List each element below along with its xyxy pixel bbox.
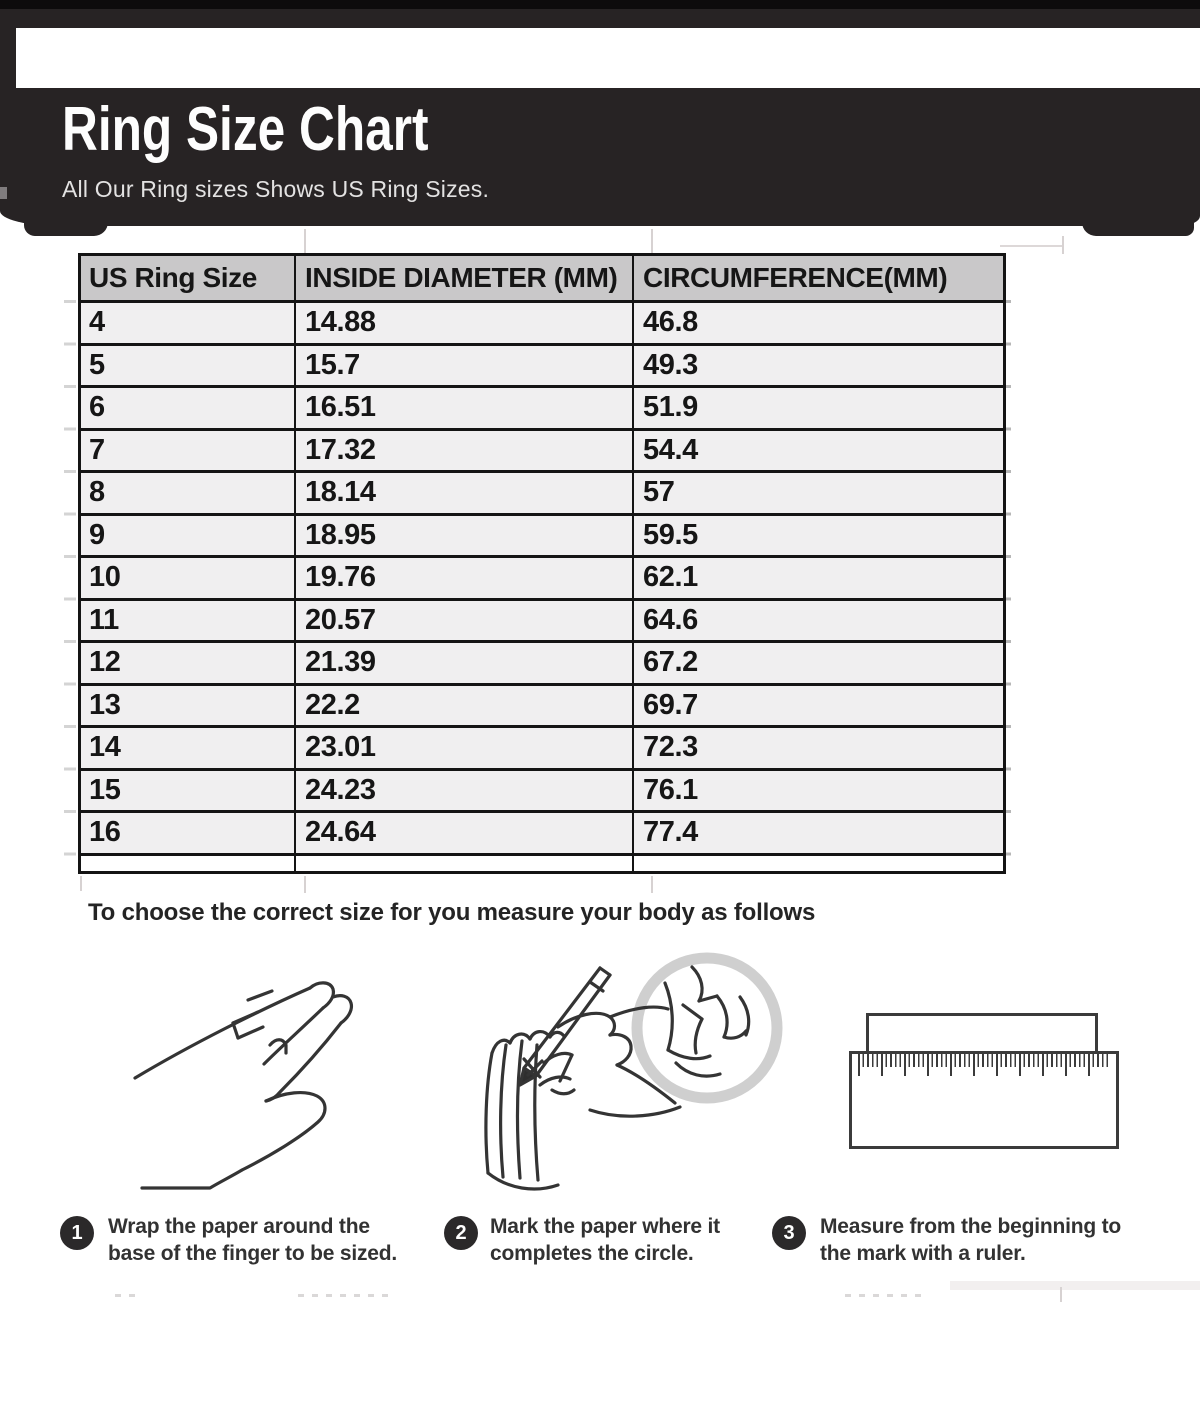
torn-edge-right	[1082, 222, 1194, 236]
cell-us-ring-size: 12	[81, 643, 296, 683]
empty-cell	[634, 856, 1003, 871]
cell-circumference: 67.2	[643, 646, 698, 679]
faint-dashes	[115, 1294, 141, 1297]
ruler-illustration	[849, 1051, 1119, 1149]
cell-us-ring-size: 5	[81, 346, 296, 386]
empty-cell	[81, 856, 296, 871]
cell-circumference: 72.3	[643, 731, 698, 764]
table-row	[81, 558, 1003, 601]
cell-circumference: 59.5	[643, 518, 698, 551]
cell-inside-diameter: 20.57	[296, 601, 634, 641]
faint-dashes	[845, 1294, 925, 1297]
step-1-badge: 1	[60, 1216, 94, 1250]
cell-circumference: 46.8	[643, 306, 698, 339]
column-header-us-ring-size: US Ring Size	[81, 256, 296, 300]
cell-circumference: 77.4	[643, 816, 698, 849]
table-row	[81, 346, 1003, 389]
hand-wrap-illustration	[95, 955, 425, 1200]
table-row	[81, 431, 1003, 474]
table-header-row	[81, 256, 1003, 303]
edge-notch	[0, 187, 7, 199]
page-title: Ring Size Chart	[62, 95, 429, 164]
cell-inside-diameter: 14.88	[296, 303, 634, 343]
table-empty-row	[81, 856, 1003, 874]
guide-line	[304, 876, 306, 893]
page-subtitle: All Our Ring sizes Shows US Ring Sizes.	[62, 176, 490, 202]
ruler-minor-ticks	[858, 1054, 1110, 1067]
table-row	[81, 728, 1003, 771]
row-tick-marks-left	[64, 300, 76, 874]
cell-us-ring-size: 13	[81, 686, 296, 726]
cell-circumference: 76.1	[643, 773, 698, 806]
table-row	[81, 388, 1003, 431]
cell-us-ring-size: 9	[81, 516, 296, 556]
cell-us-ring-size: 11	[81, 601, 296, 641]
cell-inside-diameter: 21.39	[296, 643, 634, 683]
cell-us-ring-size: 6	[81, 388, 296, 428]
table-row	[81, 473, 1003, 516]
header-white-band	[16, 28, 1200, 88]
cell-circumference: 49.3	[643, 348, 698, 381]
cell-us-ring-size: 8	[81, 473, 296, 513]
cell-inside-diameter: 17.32	[296, 431, 634, 471]
table-body	[81, 303, 1003, 856]
page-header	[0, 0, 1200, 226]
cell-us-ring-size: 10	[81, 558, 296, 598]
cell-circumference: 54.4	[643, 433, 698, 466]
step-1	[60, 1216, 420, 1267]
faint-dashes	[298, 1294, 393, 1297]
cell-inside-diameter: 22.2	[296, 686, 634, 726]
column-header-circumference: CIRCUMFERENCE(MM)	[643, 262, 948, 293]
empty-cell	[296, 856, 634, 871]
table-row	[81, 771, 1003, 814]
faint-tick	[1060, 1287, 1062, 1302]
cell-circumference: 57	[643, 476, 675, 509]
guide-line	[651, 876, 653, 893]
guide-line	[304, 229, 306, 254]
table-row	[81, 601, 1003, 644]
ring-size-table	[78, 253, 1006, 874]
guide-line	[1000, 245, 1062, 247]
cell-inside-diameter: 24.23	[296, 771, 634, 811]
faint-smudge	[950, 1281, 1200, 1290]
table-row	[81, 813, 1003, 856]
table-row	[81, 643, 1003, 686]
cell-circumference: 64.6	[643, 603, 698, 636]
step-3-badge: 3	[772, 1216, 806, 1250]
cell-inside-diameter: 15.7	[296, 346, 634, 386]
cell-inside-diameter: 24.64	[296, 813, 634, 853]
guide-line	[80, 876, 82, 891]
torn-edge-left	[24, 222, 108, 236]
guide-line	[1062, 236, 1064, 254]
cell-circumference: 51.9	[643, 391, 698, 424]
cell-us-ring-size: 15	[81, 771, 296, 811]
cell-us-ring-size: 7	[81, 431, 296, 471]
guide-line	[651, 229, 653, 254]
cell-circumference: 62.1	[643, 561, 698, 594]
step-3-text: Measure from the beginning to the mark with a ruler.	[820, 1215, 1122, 1265]
cell-inside-diameter: 23.01	[296, 728, 634, 768]
table-row	[81, 303, 1003, 346]
step-1-text: Wrap the paper around the base of the finger to be sized.	[108, 1215, 398, 1265]
step-3	[772, 1216, 1154, 1267]
cell-circumference: 69.7	[643, 688, 698, 721]
hand-mark-illustration	[440, 935, 810, 1205]
cell-us-ring-size: 14	[81, 728, 296, 768]
table-row	[81, 686, 1003, 729]
cell-inside-diameter: 19.76	[296, 558, 634, 598]
cell-inside-diameter: 16.51	[296, 388, 634, 428]
step-2	[444, 1216, 762, 1267]
cell-inside-diameter: 18.95	[296, 516, 634, 556]
cell-inside-diameter: 18.14	[296, 473, 634, 513]
column-header-inside-diameter: INSIDE DIAMETER (MM)	[296, 256, 634, 300]
step-2-badge: 2	[444, 1216, 478, 1250]
cell-us-ring-size: 16	[81, 813, 296, 853]
measure-instructions-heading: To choose the correct size for you measure your body as follows	[88, 899, 816, 926]
cell-us-ring-size: 4	[81, 303, 296, 343]
step-2-text: Mark the paper where it completes the circle.	[490, 1215, 720, 1265]
top-black-strip	[0, 0, 1200, 9]
table-row	[81, 516, 1003, 559]
